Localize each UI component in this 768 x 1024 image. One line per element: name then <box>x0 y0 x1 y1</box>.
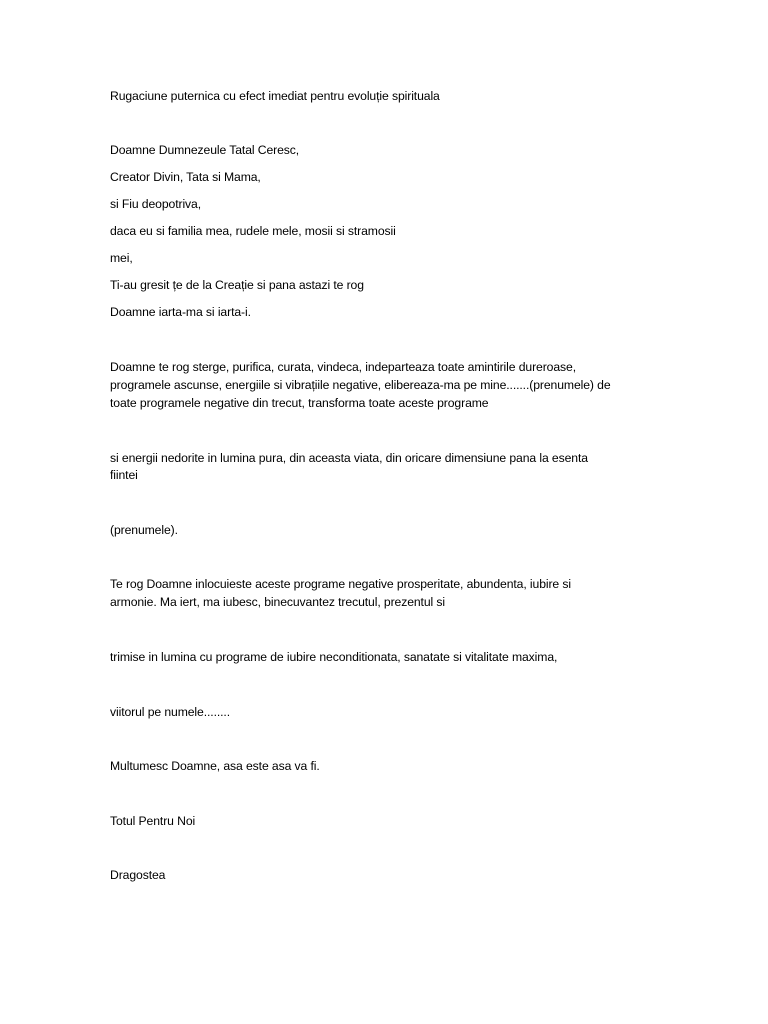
signature-line-1: Totul Pentru Noi <box>110 814 196 828</box>
name-placeholder: (prenumele). <box>110 523 178 537</box>
signature-line-2: Dragostea <box>110 868 166 882</box>
paragraph-3-line-1: Te rog Doamne inlocuieste aceste programe negative prosperitate, abundenta, iubire si <box>110 577 571 591</box>
paragraph-4: trimise in lumina cu programe de iubire neconditionata, sanatate si vitalitate maxima, <box>110 650 558 664</box>
prayer-line-4: daca eu si familia mea, rudele mele, mosii si stramosii <box>110 224 396 238</box>
paragraph-2-line-2: fiintei <box>110 468 138 482</box>
prayer-line-1: Doamne Dumnezeule Tatal Ceresc, <box>110 143 300 157</box>
paragraph-1-line-3: toate programele negative din trecut, transforma toate aceste programe <box>110 396 489 410</box>
closing-line: Multumesc Doamne, asa este asa va fi. <box>110 759 320 773</box>
paragraph-1-line-2: programele ascunse, energiile si vibrațiile negative, elibereaza-ma pe mine.......(prenumele) de <box>110 378 611 392</box>
paragraph-5: viitorul pe numele........ <box>110 705 231 719</box>
document-title: Rugaciune puternica cu efect imediat pentru evoluție spirituala <box>110 89 440 103</box>
paragraph-2-line-1: si energii nedorite in lumina pura, din aceasta viata, din oricare dimensiune pana la esenta <box>110 451 588 465</box>
prayer-line-5: mei, <box>110 251 133 265</box>
paragraph-1-line-1: Doamne te rog sterge, purifica, curata, vindeca, indeparteaza toate amintirile dureroase, <box>110 360 576 374</box>
prayer-line-7: Doamne iarta-ma si iarta-i. <box>110 305 251 319</box>
prayer-line-6: Ti-au gresit țe de la Creație si pana astazi te rog <box>110 278 364 292</box>
paragraph-3-line-2: armonie. Ma iert, ma iubesc, binecuvantez trecutul, prezentul si <box>110 595 446 609</box>
prayer-line-3: si Fiu deopotriva, <box>110 197 202 211</box>
prayer-line-2: Creator Divin, Tata si Mama, <box>110 170 261 184</box>
